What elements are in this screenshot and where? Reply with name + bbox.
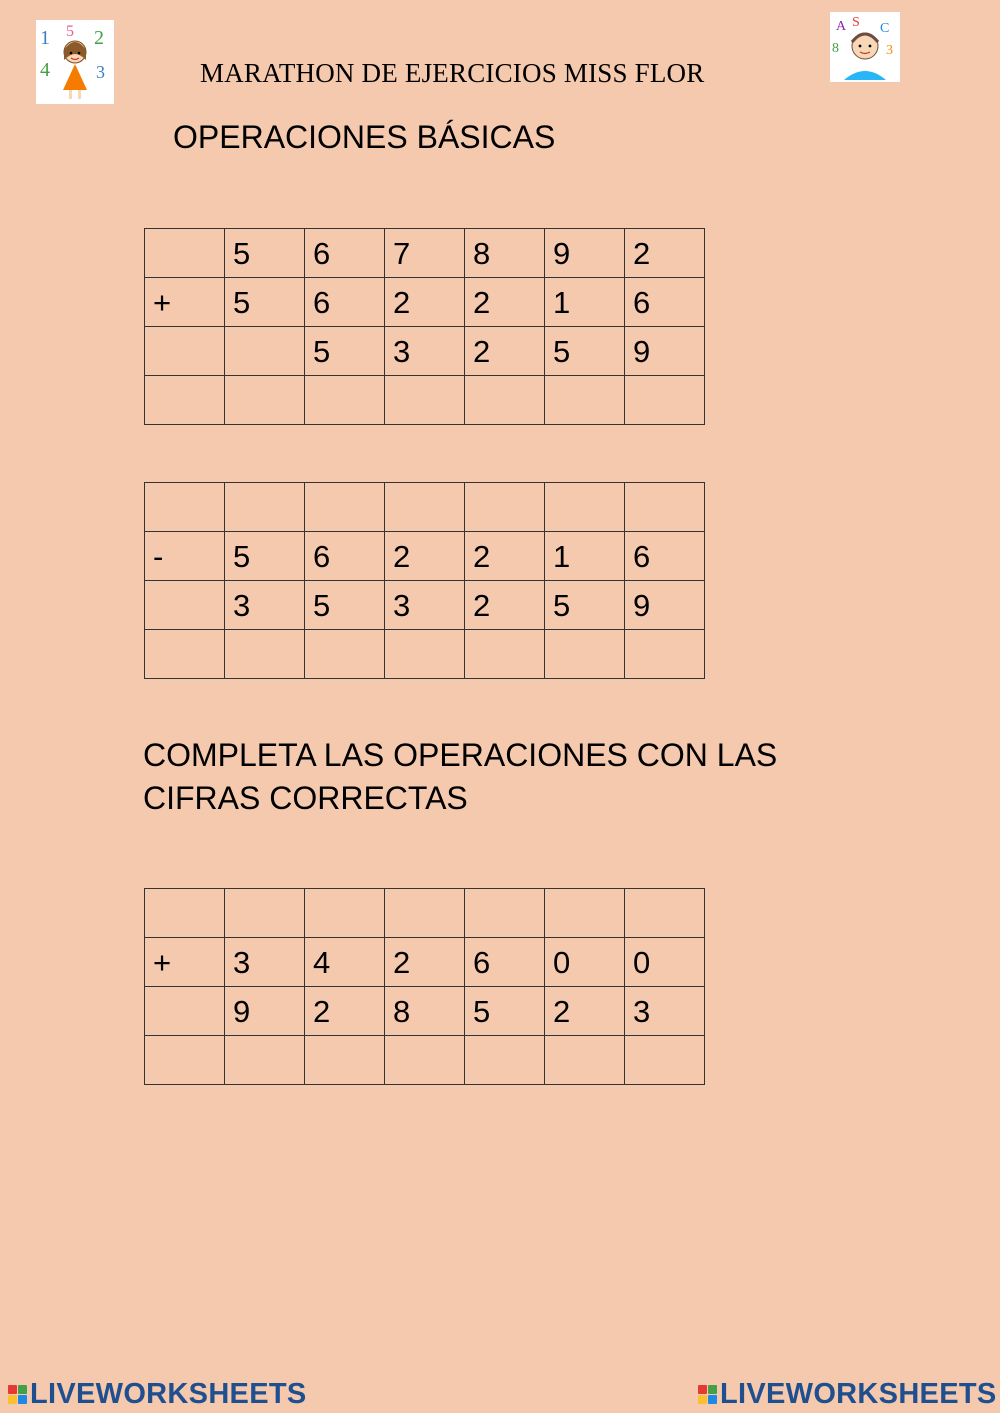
table-cell: 3 xyxy=(225,581,305,630)
answer-row xyxy=(145,630,705,679)
answer-cell[interactable] xyxy=(305,1036,385,1085)
girl-numbers-illustration xyxy=(36,20,114,104)
operator-cell: - xyxy=(145,532,225,581)
table-cell: 3 xyxy=(385,581,465,630)
answer-cell[interactable] xyxy=(305,630,385,679)
answer-cell[interactable] xyxy=(385,1036,465,1085)
table-cell: 2 xyxy=(625,229,705,278)
operator-cell: + xyxy=(145,938,225,987)
answer-cell[interactable] xyxy=(305,889,385,938)
table-cell xyxy=(625,483,705,532)
table-cell: 5 xyxy=(305,581,385,630)
table-cell: 9 xyxy=(225,987,305,1036)
table-cell: 5 xyxy=(465,987,545,1036)
answer-cell[interactable] xyxy=(545,376,625,425)
table-cell: 2 xyxy=(385,938,465,987)
table-cell: 4 xyxy=(305,938,385,987)
table-cell xyxy=(145,327,225,376)
girl-numbers-logo xyxy=(36,20,114,104)
complete-title-line-2: CIFRAS CORRECTAS xyxy=(143,780,468,816)
answer-cell[interactable] xyxy=(145,1036,225,1085)
table-row xyxy=(145,278,705,327)
table-cell: 2 xyxy=(465,532,545,581)
answer-cell[interactable] xyxy=(145,376,225,425)
answer-cell[interactable] xyxy=(225,1036,305,1085)
liveworksheets-mark-icon xyxy=(8,1385,27,1404)
answer-cell[interactable] xyxy=(225,376,305,425)
table-cell: 2 xyxy=(465,278,545,327)
table-cell: 8 xyxy=(385,987,465,1036)
liveworksheets-logo-left[interactable] xyxy=(8,1378,307,1411)
table-cell xyxy=(225,327,305,376)
table-row xyxy=(145,327,705,376)
answer-row xyxy=(145,376,705,425)
table-cell: 7 xyxy=(385,229,465,278)
table-cell xyxy=(145,581,225,630)
table-cell xyxy=(145,987,225,1036)
answer-cell[interactable] xyxy=(545,1036,625,1085)
answer-row xyxy=(145,1036,705,1085)
table-row xyxy=(145,987,705,1036)
table-cell xyxy=(145,483,225,532)
table-row xyxy=(145,483,705,532)
table-cell: 6 xyxy=(625,532,705,581)
liveworksheets-wordmark: LIVEWORKSHEETS xyxy=(30,1378,307,1410)
answer-cell[interactable] xyxy=(385,889,465,938)
table-cell: 6 xyxy=(625,278,705,327)
answer-cell[interactable] xyxy=(145,630,225,679)
answer-cell[interactable] xyxy=(625,1036,705,1085)
answer-cell[interactable] xyxy=(225,630,305,679)
table-cell: 2 xyxy=(385,278,465,327)
worksheet-header-title: MARATHON DE EJERCICIOS MISS FLOR xyxy=(200,58,705,88)
svg-text:8: 8 xyxy=(832,41,839,56)
table-cell: 2 xyxy=(385,532,465,581)
table-row xyxy=(145,581,705,630)
table-cell xyxy=(545,483,625,532)
complete-operations-title xyxy=(143,734,777,820)
table-cell: 1 xyxy=(545,278,625,327)
answer-cell[interactable] xyxy=(305,376,385,425)
answer-cell[interactable] xyxy=(625,889,705,938)
table-cell: 2 xyxy=(305,987,385,1036)
answer-cell[interactable] xyxy=(465,376,545,425)
table-cell: 3 xyxy=(385,327,465,376)
table-cell: 5 xyxy=(305,327,385,376)
table-cell xyxy=(465,483,545,532)
liveworksheets-wordmark: LIVEWORKSHEETS xyxy=(720,1378,997,1410)
table-cell xyxy=(225,483,305,532)
addition-table xyxy=(144,228,705,425)
table-cell: 9 xyxy=(545,229,625,278)
completion-addition-table xyxy=(144,888,705,1085)
answer-cell[interactable] xyxy=(465,1036,545,1085)
svg-text:C: C xyxy=(880,21,890,36)
svg-text:1: 1 xyxy=(40,27,50,49)
operator-cell: + xyxy=(145,278,225,327)
answer-cell[interactable] xyxy=(625,376,705,425)
table-cell: 2 xyxy=(465,581,545,630)
complete-title-line-1: COMPLETA LAS OPERACIONES CON LAS xyxy=(143,737,778,773)
svg-text:4: 4 xyxy=(40,59,50,81)
table-cell: 6 xyxy=(465,938,545,987)
answer-row xyxy=(145,889,705,938)
answer-cell[interactable] xyxy=(225,889,305,938)
table-cell: 2 xyxy=(465,327,545,376)
svg-text:5: 5 xyxy=(66,23,74,40)
svg-text:3: 3 xyxy=(96,62,105,82)
table-cell xyxy=(305,483,385,532)
answer-cell[interactable] xyxy=(145,889,225,938)
svg-text:A: A xyxy=(836,19,847,34)
table-cell: 5 xyxy=(545,327,625,376)
answer-cell[interactable] xyxy=(545,889,625,938)
table-cell: 5 xyxy=(225,532,305,581)
answer-cell[interactable] xyxy=(465,889,545,938)
table-cell: 9 xyxy=(625,581,705,630)
table-cell: 3 xyxy=(225,938,305,987)
table-row xyxy=(145,532,705,581)
girl-letters-illustration xyxy=(830,12,900,82)
table-cell: 1 xyxy=(545,532,625,581)
liveworksheets-logo-right[interactable] xyxy=(698,1378,997,1411)
table-cell: 0 xyxy=(625,938,705,987)
table-cell: 5 xyxy=(225,278,305,327)
table-cell: 3 xyxy=(625,987,705,1036)
answer-cell[interactable] xyxy=(385,630,465,679)
table-cell: 9 xyxy=(625,327,705,376)
table-cell: 6 xyxy=(305,532,385,581)
liveworksheets-mark-icon xyxy=(698,1385,717,1404)
girl-letters-logo xyxy=(830,12,900,82)
table-cell: 5 xyxy=(225,229,305,278)
table-row xyxy=(145,229,705,278)
table-cell: 8 xyxy=(465,229,545,278)
answer-cell[interactable] xyxy=(625,630,705,679)
answer-cell[interactable] xyxy=(545,630,625,679)
table-cell: 6 xyxy=(305,278,385,327)
table-row xyxy=(145,938,705,987)
subtraction-table xyxy=(144,482,705,679)
table-cell: 0 xyxy=(545,938,625,987)
svg-text:2: 2 xyxy=(94,27,104,49)
table-cell: 2 xyxy=(545,987,625,1036)
svg-text:S: S xyxy=(852,15,860,30)
basic-operations-title: OPERACIONES BÁSICAS xyxy=(173,119,556,155)
table-cell xyxy=(385,483,465,532)
answer-cell[interactable] xyxy=(465,630,545,679)
svg-text:3: 3 xyxy=(886,43,893,58)
answer-cell[interactable] xyxy=(385,376,465,425)
table-cell xyxy=(145,229,225,278)
table-cell: 5 xyxy=(545,581,625,630)
table-cell: 6 xyxy=(305,229,385,278)
